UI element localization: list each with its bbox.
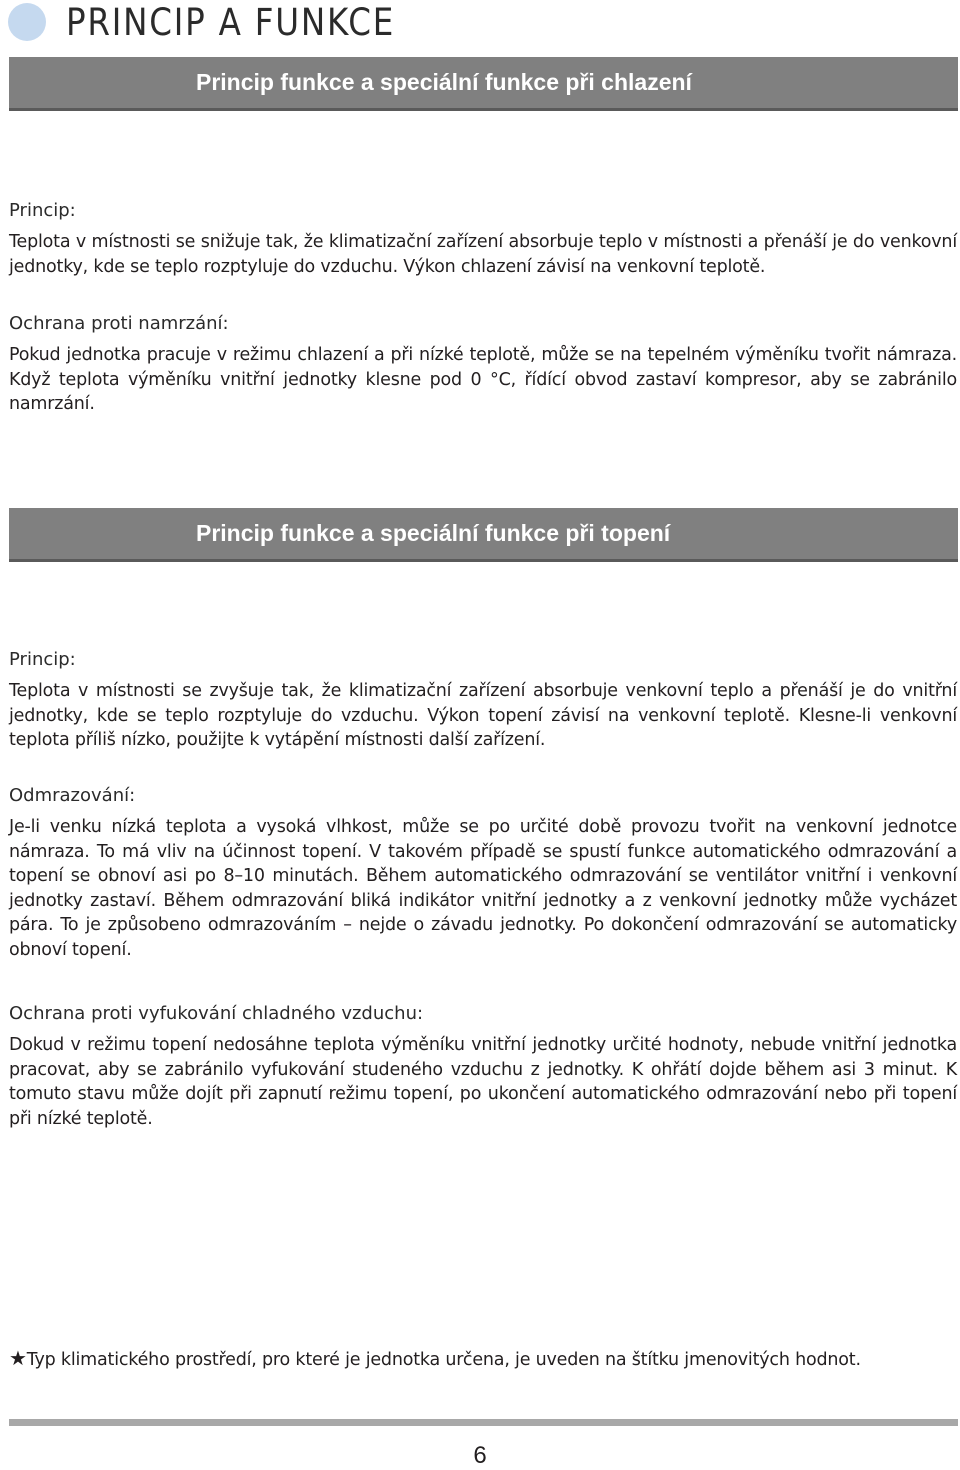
cooling-principle-heading: Princip:	[9, 200, 76, 221]
footnote	[9, 1346, 861, 1370]
frost-protection-text: Pokud jednotka pracuje v režimu chlazení a při nízké teplotě, může se na tepelném výměníku tvořit námraza. Když teplota výměníku vnitřní jednotky klesne pod 0 °C, řídící obvod zastaví kompresor, aby se zabránilo namrzání.	[9, 345, 957, 414]
footer-divider	[9, 1419, 958, 1426]
cold-air-protection-text: Dokud v režimu topení nedosáhne teplota výměníku vnitřní jednotky určité hodnoty, nebude vnitřní jednotka pracovat, aby se zabránilo vyfukování studeného vzduchu z jednotky. K ohřátí dojde během asi 3 minut. K tomuto stavu může dojít při zapnutí režimu topení, po ukončení automatického odmrazování nebo při topení při nízké teplotě.	[9, 1035, 957, 1129]
page-title: PRINCIP A FUNKCE	[66, 0, 396, 44]
cooling-section-band	[9, 57, 958, 108]
star-icon: ★	[9, 1346, 27, 1370]
heating-section-title: Princip funkce a speciální funkce při topení	[196, 520, 671, 546]
heating-principle-heading: Princip:	[9, 649, 76, 670]
heating-principle-text: Teplota v místnosti se zvyšuje tak, že klimatizační zařízení absorbuje venkovní teplo a přenáší je do vnitřní jednotky, kde se teplo rozptyluje do vzduchu. Výkon topení závisí na venkovní teplotě. Klesne-li venkovní teplota příliš nízko, použijte k vytápění místnosti další zařízení.	[9, 681, 957, 750]
page-number: 6	[473, 1442, 487, 1469]
defrost-text: Je-li venku nízká teplota a vysoká vlhkost, může se po určité době provozu tvořit na venkovní jednotce námraza. To má vliv na účinnost topení. V takovém případě se spustí funkce automatického odmrazování a topení se obnoví asi po 8–10 minutách. Během automatického odmrazování se ventilátor vnitřní i venkovní jednotky zastaví. Během odmrazování bliká indikátor vnitřní jednotky a z venkovní jednotky může vycházet pára. To je způsobeno odmrazováním – nejde o závadu jednotky. Po dokončení odmrazování se automaticky obnoví topení.	[9, 817, 957, 960]
defrost-heading: Odmrazování:	[9, 785, 136, 806]
bullet-circle-icon	[8, 3, 46, 41]
frost-protection-heading: Ochrana proti namrzání:	[9, 313, 229, 334]
cooling-section-title: Princip funkce a speciální funkce při chlazení	[196, 69, 692, 95]
cold-air-protection-heading: Ochrana proti vyfukování chladného vzduchu:	[9, 1003, 424, 1024]
page-header	[8, 0, 440, 44]
heating-section-band	[9, 508, 958, 559]
footnote-text: Typ klimatického prostředí, pro které je jednotka určena, je uveden na štítku jmenovitých hodnot.	[26, 1350, 861, 1370]
cooling-principle-text: Teplota v místnosti se snižuje tak, že klimatizační zařízení absorbuje teplo v místnosti a přenáší je do venkovní jednotky, kde se teplo rozptyluje do vzduchu. Výkon chlazení závisí na venkovní teplotě.	[9, 232, 957, 277]
